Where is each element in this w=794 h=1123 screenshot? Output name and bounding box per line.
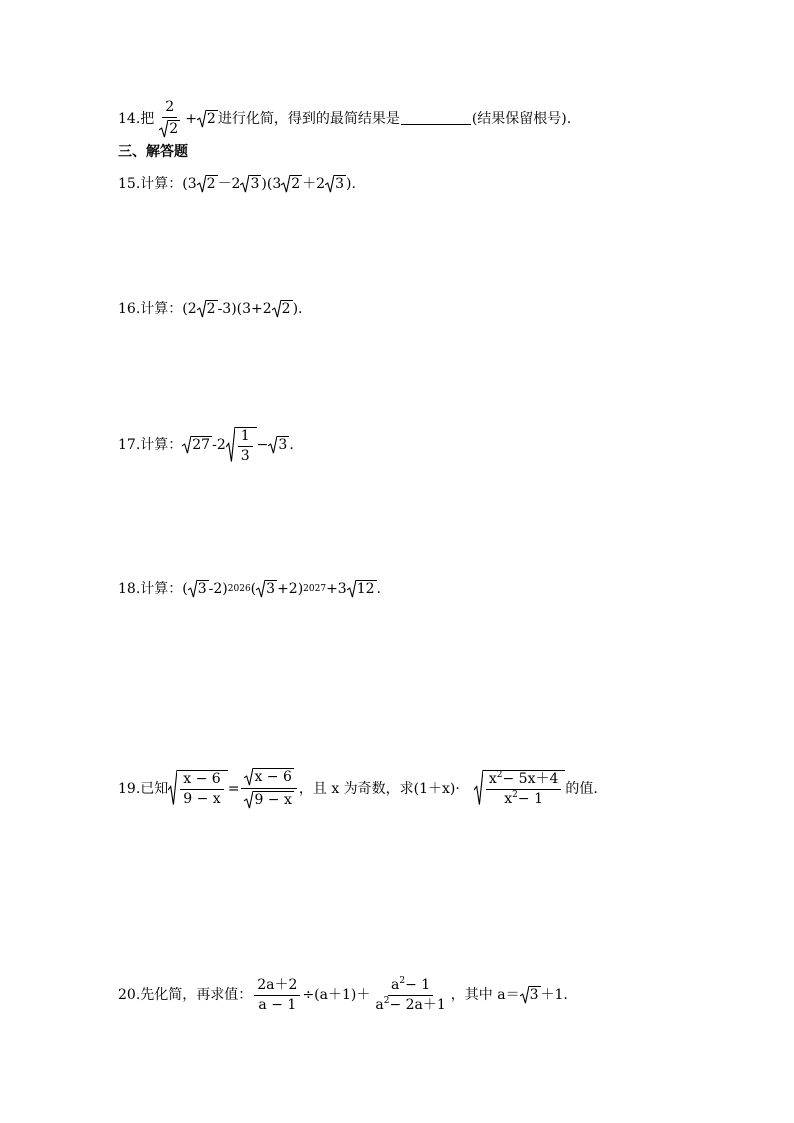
radical-sign-icon	[159, 120, 168, 138]
square-root	[272, 300, 293, 318]
fraction-denominator: 9 − x	[183, 791, 221, 807]
square-root	[159, 120, 180, 138]
question-14	[118, 100, 571, 138]
square-root	[268, 436, 289, 454]
question-text: ，其中 a＝	[450, 987, 520, 1004]
expression-text: − 1	[517, 791, 543, 807]
fraction-numerator	[486, 772, 562, 790]
question-number: 14.	[118, 110, 141, 127]
fraction-numerator	[388, 978, 433, 996]
radicand: x − 6	[254, 769, 292, 786]
fraction	[241, 768, 296, 809]
variable: a	[390, 977, 400, 993]
radicand: 3	[335, 176, 345, 193]
square-root	[244, 768, 293, 786]
square-root	[256, 580, 277, 598]
question-number: 15.	[118, 176, 141, 192]
square-root	[520, 986, 541, 1004]
variable: x	[504, 791, 513, 807]
radicand	[235, 427, 257, 463]
radical-sign-icon	[281, 175, 290, 193]
question-number: 18.	[118, 581, 141, 597]
question-number: 16.	[118, 301, 141, 317]
fraction-numerator	[241, 768, 296, 789]
question-text: (	[250, 581, 257, 597]
question-text: ÷(a＋1)＋	[302, 987, 371, 1004]
answer-blank[interactable]	[401, 112, 471, 125]
fraction-denominator: 3	[240, 447, 250, 464]
question-text: －2	[217, 176, 241, 192]
fraction-numerator: 1	[238, 429, 253, 447]
radicand: 27	[192, 437, 211, 454]
expression-text: − 1	[405, 977, 431, 993]
question-17	[118, 427, 294, 463]
square-root-fraction	[168, 770, 227, 806]
radicand: 3	[266, 581, 276, 598]
question-number: 19.	[118, 780, 141, 797]
square-root	[347, 580, 377, 598]
radical-sign-icon	[256, 580, 265, 598]
square-root	[281, 175, 302, 193]
radical-sign-icon	[182, 436, 191, 454]
fraction-denominator	[241, 789, 296, 809]
radicand	[177, 770, 227, 806]
radicand	[483, 770, 566, 806]
question-text: ，且 x 为奇数，求(1＋x)·	[298, 780, 460, 797]
question-20	[118, 978, 568, 1012]
square-root	[197, 175, 218, 193]
question-text: 先化简，再求值：	[140, 987, 253, 1004]
question-text: -3)(3+2	[217, 301, 272, 317]
question-text: 计算：(3	[140, 176, 197, 192]
expression-text: − 5x＋4	[502, 771, 559, 788]
exponent: 2	[399, 976, 406, 986]
question-text: +3	[326, 581, 347, 597]
radical-sign-icon	[168, 770, 177, 806]
question-text: -2	[212, 437, 226, 454]
radical-sign-icon	[347, 580, 356, 598]
variable: a	[375, 996, 384, 1013]
question-text: 计算：	[140, 437, 183, 454]
radicand: 3	[250, 176, 260, 193]
question-19	[118, 768, 598, 809]
radical-sign-icon	[325, 175, 334, 193]
question-text: ＋1.	[540, 987, 568, 1004]
question-text: 已知	[140, 780, 169, 797]
variable: x	[488, 771, 497, 788]
question-16	[118, 300, 303, 318]
question-text: 计算：(2	[140, 301, 197, 317]
radicand: 3	[529, 987, 539, 1004]
question-text: 进行化简，得到的最简结果是	[217, 110, 400, 127]
question-number: 20.	[118, 987, 141, 1004]
radical-sign-icon	[268, 436, 277, 454]
square-root	[244, 791, 293, 809]
square-root	[240, 175, 261, 193]
radical-sign-icon	[240, 175, 249, 193]
question-text: 计算：(	[140, 581, 188, 597]
question-text: -2)	[208, 581, 228, 597]
square-root-fraction	[474, 770, 566, 806]
fraction-numerator: x − 6	[180, 772, 223, 790]
exponent: 2	[383, 995, 390, 1006]
radicand: 3	[197, 581, 207, 598]
fraction-denominator	[156, 118, 183, 138]
question-text: (结果保留根号).	[471, 110, 572, 127]
square-root	[197, 110, 218, 128]
question-text: .	[376, 581, 381, 597]
fraction	[156, 100, 183, 138]
question-text: 的值.	[565, 780, 598, 797]
expression-text: − 2a＋1	[389, 996, 446, 1013]
fraction	[238, 429, 253, 463]
question-text: ＋2	[302, 176, 326, 192]
radical-sign-icon	[197, 110, 206, 128]
square-root	[325, 175, 346, 193]
fraction-numerator: 2a＋2	[254, 978, 300, 996]
question-text: ).	[292, 301, 303, 317]
radical-sign-icon	[474, 770, 483, 806]
equals-sign: =	[227, 780, 240, 797]
radicand: 9 − x	[254, 792, 292, 809]
radical-sign-icon	[244, 791, 253, 809]
fraction	[254, 978, 300, 1012]
square-root	[197, 300, 218, 318]
square-root	[188, 580, 209, 598]
question-text: +2)	[277, 581, 304, 597]
question-text: −	[256, 437, 269, 454]
radical-sign-icon	[197, 300, 206, 318]
section-title: 三、解答题	[118, 144, 188, 160]
plus-sign: +	[185, 110, 197, 127]
fraction-denominator	[501, 790, 546, 807]
question-number: 17.	[118, 437, 141, 454]
radicand: 3	[278, 437, 288, 454]
radicand: 2	[206, 111, 216, 128]
fraction	[486, 772, 562, 806]
radical-sign-icon	[188, 580, 197, 598]
question-text: 把	[140, 110, 155, 127]
question-text: .	[289, 437, 294, 454]
question-text: )(3	[261, 176, 282, 192]
radical-sign-icon	[244, 768, 253, 786]
radicand: 2	[281, 301, 291, 318]
exponent: 2	[512, 790, 518, 800]
fraction-numerator: 2	[162, 100, 177, 118]
square-root-fraction	[226, 427, 257, 463]
fraction	[180, 772, 223, 806]
radicand: 2	[169, 120, 179, 137]
radical-sign-icon	[520, 986, 529, 1004]
question-18: 18. 计算：( 3 -2) 2026 ( 3 +2) 2027 +3 12 .	[118, 581, 381, 598]
question-text: ).	[346, 176, 356, 192]
fraction	[372, 978, 448, 1012]
radicand: 12	[356, 581, 375, 598]
radical-sign-icon	[197, 175, 206, 193]
radicand: 2	[206, 301, 216, 318]
square-root	[182, 436, 212, 454]
radicand: 2	[291, 176, 301, 193]
question-15	[118, 175, 356, 193]
radical-sign-icon	[226, 427, 235, 463]
radical-sign-icon	[272, 300, 281, 318]
fraction-denominator	[372, 996, 448, 1013]
fraction-denominator: a − 1	[258, 996, 297, 1013]
radicand: 2	[206, 176, 216, 193]
exponent: 2	[496, 770, 503, 781]
